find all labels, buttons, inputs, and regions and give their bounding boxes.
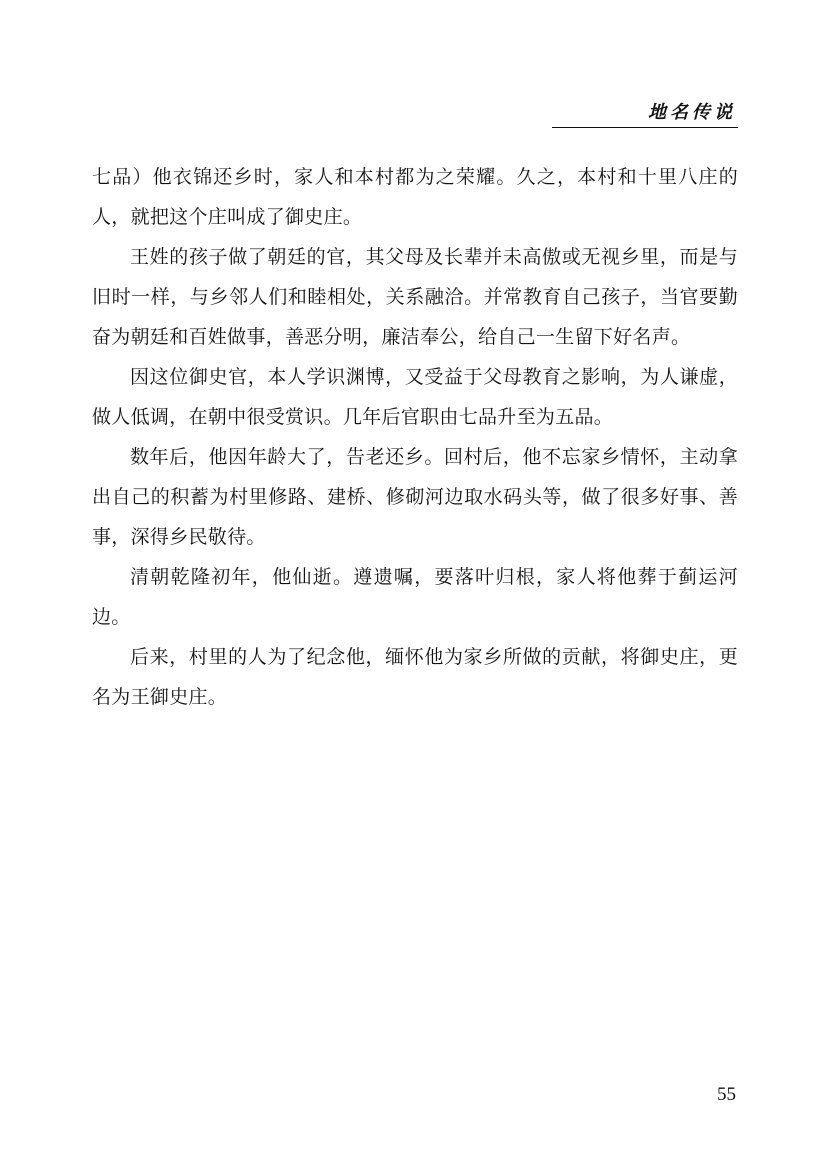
paragraph-continued: 七品）他衣锦还乡时，家人和本村都为之荣耀。久之，本村和十里八庄的人，就把这个庄叫成了御史庄。 <box>92 166 738 228</box>
body-text <box>92 157 738 717</box>
paragraph: 后来，村里的人为了纪念他，缅怀他为家乡所做的贡献，将御史庄，更名为王御史庄。 <box>92 646 738 708</box>
running-header-title: 地名传说 <box>648 102 736 123</box>
paragraph: 数年后，他因年龄大了，告老还乡。回村后，他不忘家乡情怀，主动拿出自己的积蓄为村里修路、建桥、修砌河边取水码头等，做了很多好事、善事，深得乡民敬待。 <box>92 446 738 548</box>
paragraph: 因这位御史官，本人学识渊博，又受益于父母教育之影响，为人谦虚，做人低调，在朝中很受赏识。几年后官职由七品升至为五品。 <box>92 366 738 428</box>
page-number: 55 <box>717 1084 736 1105</box>
header-rule <box>552 127 738 128</box>
paragraph: 清朝乾隆初年，他仙逝。遵遗嘱，要落叶归根，家人将他葬于蓟运河边。 <box>92 566 738 628</box>
paragraph: 王姓的孩子做了朝廷的官，其父母及长辈并未高傲或无视乡里，而是与旧时一样，与乡邻人们和睦相处，关系融洽。并常教育自己孩子，当官要勤奋为朝廷和百姓做事，善恶分明，廉洁奉公，给自己一生留下好名声。 <box>92 246 738 348</box>
